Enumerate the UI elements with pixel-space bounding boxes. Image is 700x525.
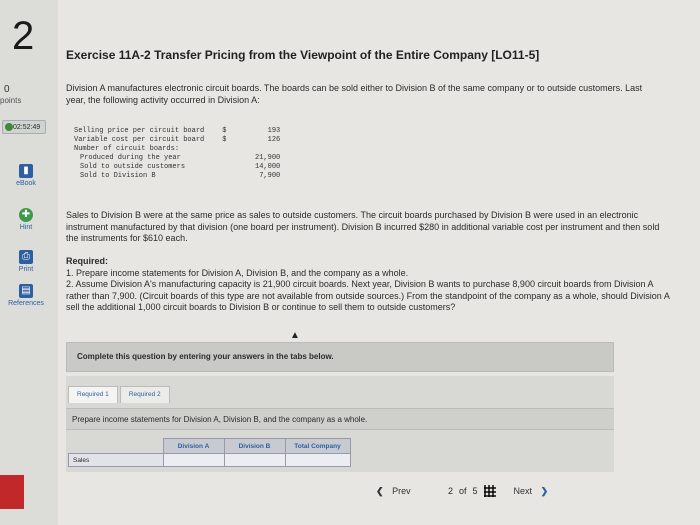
- data-value: 7,900: [259, 172, 281, 180]
- references-button[interactable]: [2, 284, 50, 307]
- page-current: 2: [448, 486, 454, 496]
- activity-data-table: [74, 127, 284, 181]
- score-value: 0: [4, 84, 10, 95]
- timer-value: 02:52:49: [13, 124, 41, 131]
- mouse-cursor-icon: ▲: [290, 330, 300, 341]
- required-section: [66, 256, 671, 314]
- chevron-right-icon: ❯: [540, 486, 549, 496]
- required-item-2: 2. Assume Division A's manufacturing capacity is 21,900 circuit boards. Next year, Division B wants to purchase 8,900 circuit boards from Division A rather than 7,900. (Circuit boards of this type are not available from outside sources.) From the standpoint of the company as a whole, should Division A sell the additional 1,000 circuit boards to Division B or continue to sell them to outside customers?: [66, 279, 670, 312]
- tab-required-1[interactable]: Required 1: [68, 386, 118, 403]
- next-label: Next: [513, 486, 533, 496]
- data-currency: [208, 172, 240, 181]
- sales-division-a-input[interactable]: [163, 454, 224, 467]
- hint-icon: ✚: [19, 208, 33, 222]
- blank-header: [69, 439, 164, 454]
- data-label: Selling price per circuit board: [74, 127, 205, 135]
- table-row: [74, 136, 284, 145]
- answer-panel: [66, 376, 614, 472]
- data-value: [240, 145, 284, 154]
- page-total: 5: [472, 486, 478, 496]
- required-heading: Required:: [66, 256, 109, 266]
- question-navigation: [376, 484, 548, 498]
- data-currency: [208, 163, 240, 172]
- document-icon: ▤: [19, 284, 33, 298]
- data-value: 21,900: [255, 154, 281, 162]
- income-statement-table: [68, 438, 351, 467]
- data-label: Number of circuit boards:: [74, 145, 180, 153]
- scenario-text: Sales to Division B were at the same price as sales to outside customers. The circuit boards purchased by Division B were used in an electronic instrument manufactured by that division (one board per instrument). Division B incurred $280 in additional variable cost per instrument and then sold the instruments for $610 each.: [66, 210, 660, 243]
- hint-label: Hint: [19, 224, 33, 231]
- intro-text: Division A manufactures electronic circuit boards. The boards can be sold either to Division B of the same company or to outside customers. Last year, the following activity occurred in Division A:: [66, 83, 643, 105]
- data-currency: [208, 145, 240, 154]
- clock-icon: [5, 123, 13, 131]
- prev-button[interactable]: [376, 484, 448, 498]
- print-label: Print: [18, 266, 34, 273]
- references-label: References: [8, 300, 44, 307]
- next-button[interactable]: [514, 484, 549, 498]
- sales-division-b-input[interactable]: [224, 454, 285, 467]
- left-sidebar: [0, 0, 58, 525]
- hint-button[interactable]: [2, 208, 50, 231]
- data-label: Sold to Division B: [80, 172, 156, 180]
- chevron-left-icon: ❮: [376, 486, 384, 496]
- data-label: Sold to outside customers: [80, 163, 186, 171]
- timer: [2, 120, 46, 134]
- data-currency: $: [222, 127, 227, 135]
- points-label: points: [0, 96, 22, 105]
- ebook-button[interactable]: [2, 164, 50, 187]
- table-row: [74, 172, 284, 181]
- prepare-instruction: Prepare income statements for Division A, Division B, and the company as a whole.: [66, 408, 614, 430]
- required-item-1: 1. Prepare income statements for Division A, Division B, and the company as a whole.: [66, 267, 409, 278]
- ebook-label: eBook: [16, 180, 36, 187]
- question-number: 2: [12, 14, 35, 58]
- tab-bar: [68, 386, 172, 402]
- grid-icon[interactable]: [484, 485, 496, 497]
- page-of: of: [459, 486, 467, 496]
- sales-total-company-input[interactable]: [285, 454, 350, 467]
- header-total-company: Total Company: [285, 439, 350, 454]
- data-currency: $: [222, 136, 227, 144]
- table-row: [69, 454, 351, 467]
- data-label: Produced during the year: [80, 154, 181, 162]
- data-value: 193: [267, 127, 281, 135]
- table-row: [74, 145, 284, 154]
- table-row: [74, 163, 284, 172]
- tab-required-2[interactable]: Required 2: [120, 386, 170, 403]
- printer-icon: ⎙: [19, 250, 33, 264]
- header-division-b: Division B: [224, 439, 285, 454]
- table-row: [74, 127, 284, 136]
- book-icon: ▮: [19, 164, 33, 178]
- row-label-sales: Sales: [69, 454, 164, 467]
- data-label: Variable cost per circuit board: [74, 136, 205, 144]
- data-value: 14,000: [255, 163, 281, 171]
- instructions-bar: Complete this question by entering your answers in the tabs below.: [66, 342, 614, 372]
- data-value: 126: [267, 136, 281, 144]
- header-division-a: Division A: [163, 439, 224, 454]
- prev-label: Prev: [392, 486, 411, 496]
- exercise-title: Exercise 11A-2 Transfer Pricing from the Viewpoint of the Entire Company [LO11-5]: [66, 48, 540, 62]
- table-row: [74, 154, 284, 163]
- publisher-logo: [0, 475, 24, 509]
- print-button[interactable]: [2, 250, 50, 273]
- data-currency: [208, 154, 240, 163]
